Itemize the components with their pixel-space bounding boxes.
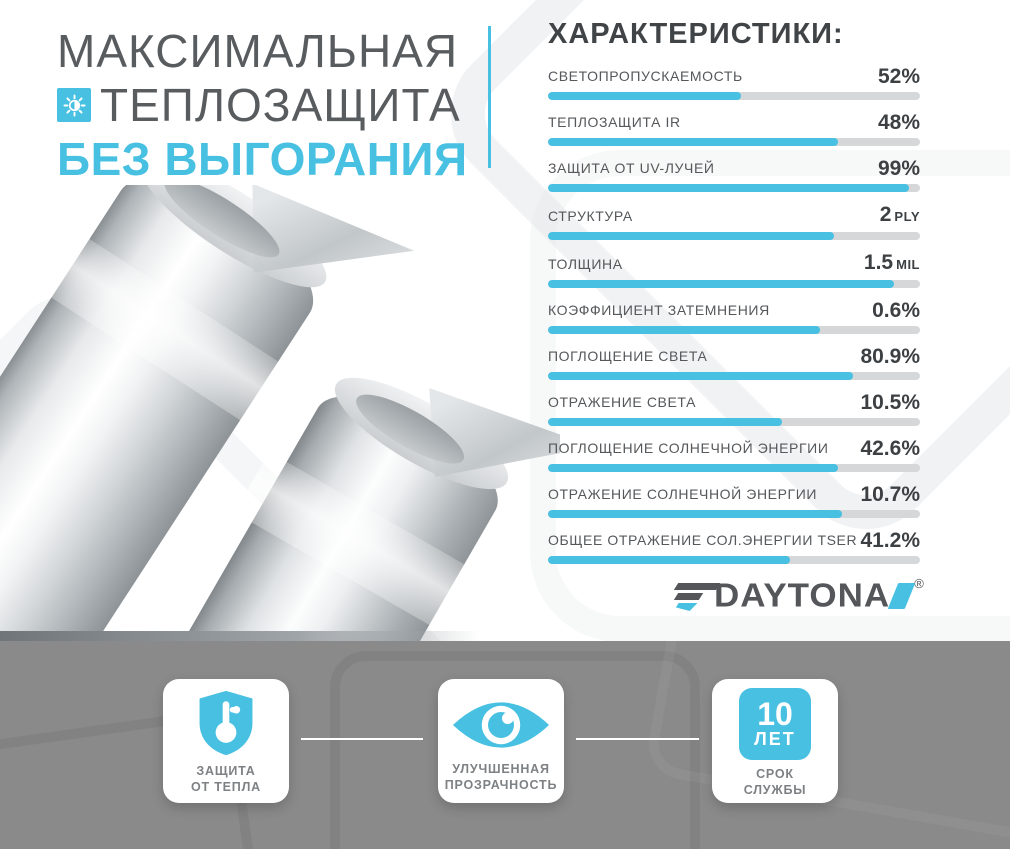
spec-value-number: 1.5	[863, 251, 894, 274]
years-unit: ЛЕТ	[754, 728, 796, 749]
headline-block	[57, 26, 468, 185]
spec-row	[548, 253, 920, 288]
spec-bar-fill	[548, 510, 842, 518]
feature-label	[191, 763, 261, 796]
card-connector-line	[301, 738, 423, 740]
spec-value-number: 99%	[877, 157, 920, 180]
spec-bar-fill	[548, 556, 790, 564]
spec-bar-track	[548, 92, 920, 100]
spec-bar-track	[548, 464, 920, 472]
spec-value	[860, 439, 920, 458]
spec-bar-track	[548, 184, 920, 192]
spec-value-number: 0.6%	[872, 299, 920, 322]
spec-bar-fill	[548, 232, 834, 240]
spec-label: ОТРАЖЕНИЕ СВЕТА	[548, 394, 697, 410]
spec-bar-fill	[548, 138, 838, 146]
film-rolls-image	[0, 185, 560, 641]
spec-row-header	[548, 301, 920, 320]
spec-row	[548, 205, 920, 240]
spec-value	[860, 393, 920, 412]
feature-label-line1: УЛУЧШЕННАЯ	[452, 762, 550, 776]
feature-label	[445, 761, 558, 794]
feature-band	[0, 641, 1010, 849]
header-divider-line	[488, 26, 491, 168]
feature-label-line1: СРОК	[756, 767, 794, 781]
headline-line2-text: ТЕПЛОЗАЩИТА	[100, 78, 461, 131]
spec-value-number: 2	[879, 203, 892, 226]
spec-row	[548, 393, 920, 426]
feature-card-clarity	[438, 679, 564, 803]
spec-bar-track	[548, 510, 920, 518]
spec-label: ТОЛЩИНА	[548, 256, 623, 272]
spec-row	[548, 301, 920, 334]
spec-bar-track	[548, 372, 920, 380]
spec-label: ОБЩЕЕ ОТРАЖЕНИЕ СОЛ.ЭНЕРГИИ TSER	[548, 532, 858, 548]
spec-row	[548, 485, 920, 518]
logo-speedlines-icon	[676, 581, 718, 611]
spec-row	[548, 113, 920, 146]
spec-row-header	[548, 159, 920, 178]
logo-text: DAYTONA	[714, 576, 891, 615]
spec-bar-fill	[548, 418, 782, 426]
feature-label	[744, 766, 807, 799]
spec-value-unit: MIL	[896, 257, 920, 272]
feature-card-heat-protection	[163, 679, 289, 803]
spec-row-header	[548, 439, 920, 458]
feature-label-line1: ЗАЩИТА	[196, 764, 256, 778]
spec-value	[880, 205, 920, 226]
spec-bar-fill	[548, 92, 741, 100]
feature-label-line2: ПРОЗРАЧНОСТЬ	[444, 778, 558, 793]
spec-value-unit: PLY	[894, 209, 920, 224]
spec-bar-track	[548, 418, 920, 426]
spec-label: КОЭФФИЦИЕНТ ЗАТЕМНЕНИЯ	[548, 302, 770, 318]
spec-value	[878, 159, 920, 178]
feature-card-service-life	[712, 679, 838, 803]
spec-row	[548, 347, 920, 380]
daytona-logo	[676, 578, 924, 613]
headline-line3: БЕЗ ВЫГОРАНИЯ	[57, 133, 468, 186]
spec-bar-fill	[548, 372, 853, 380]
spec-row-header	[548, 113, 920, 132]
headline-line2	[57, 80, 468, 132]
spec-label: ПОГЛОЩЕНИЕ СВЕТА	[548, 348, 708, 364]
spec-value	[878, 113, 920, 132]
spec-bar-track	[548, 556, 920, 564]
spec-value	[864, 253, 920, 274]
spec-rows	[548, 67, 920, 564]
film-flap	[389, 348, 560, 542]
headline-line1: МАКСИМАЛЬНАЯ	[57, 25, 459, 77]
spec-row-header	[548, 531, 920, 550]
spec-label: ЗАЩИТА ОТ UV-ЛУЧЕЙ	[548, 160, 715, 176]
spec-bar-fill	[548, 184, 909, 192]
spec-bar-track	[548, 280, 920, 288]
specs-title: ХАРАКТЕРИСТИКИ:	[548, 18, 844, 50]
spec-row-header	[548, 67, 920, 86]
eye-icon	[451, 695, 551, 755]
spec-value-number: 48%	[877, 111, 920, 134]
sun-brightness-icon	[57, 88, 91, 122]
spec-label: ПОГЛОЩЕНИЕ СОЛНЕЧНОЙ ЭНЕРГИИ	[548, 440, 829, 456]
spec-row-header	[548, 393, 920, 412]
spec-value-number: 80.9%	[860, 345, 920, 368]
spec-row-header	[548, 485, 920, 504]
feature-label-line2: ОТ ТЕПЛА	[191, 780, 261, 795]
spec-value	[872, 301, 920, 320]
spec-value-number: 10.5%	[860, 391, 920, 414]
feature-label-line2: СЛУЖБЫ	[743, 783, 807, 798]
spec-value-number: 10.7%	[860, 483, 920, 506]
specs-panel	[548, 18, 920, 577]
spec-value-number: 42.6%	[860, 437, 920, 460]
spec-bar-fill	[548, 326, 820, 334]
spec-row	[548, 159, 920, 192]
spec-label: ОТРАЖЕНИЕ СОЛНЕЧНОЙ ЭНЕРГИИ	[548, 486, 818, 502]
spec-row-header	[548, 205, 920, 226]
spec-row-header	[548, 347, 920, 366]
spec-value-number: 41.2%	[860, 529, 920, 552]
shield-thermometer-icon	[195, 689, 257, 757]
spec-label: СТРУКТУРА	[548, 208, 633, 224]
spec-bar-fill	[548, 464, 838, 472]
spec-bar-fill	[548, 280, 894, 288]
spec-row	[548, 531, 920, 564]
spec-value	[878, 67, 920, 86]
film-clear-band	[234, 452, 482, 636]
spec-bar-track	[548, 326, 920, 334]
years-number: 10	[757, 696, 793, 733]
registered-trademark-symbol: ®	[914, 576, 924, 591]
spec-value	[860, 531, 920, 550]
spec-row	[548, 439, 920, 472]
spec-label: СВЕТОПРОПУСКАЕМОСТЬ	[548, 68, 743, 84]
film-flap	[209, 185, 414, 342]
spec-bar-track	[548, 232, 920, 240]
logo-slash-icon	[888, 583, 916, 609]
spec-value-number: 52%	[877, 65, 920, 88]
spec-row-header	[548, 253, 920, 274]
spec-bar-track	[548, 138, 920, 146]
card-connector-line	[576, 738, 699, 740]
spec-value	[860, 485, 920, 504]
spec-value	[860, 347, 920, 366]
film-floor-shadow	[0, 631, 480, 641]
spec-label: ТЕПЛОЗАЩИТА IR	[548, 114, 681, 130]
ten-years-badge	[739, 688, 811, 760]
spec-row	[548, 67, 920, 100]
